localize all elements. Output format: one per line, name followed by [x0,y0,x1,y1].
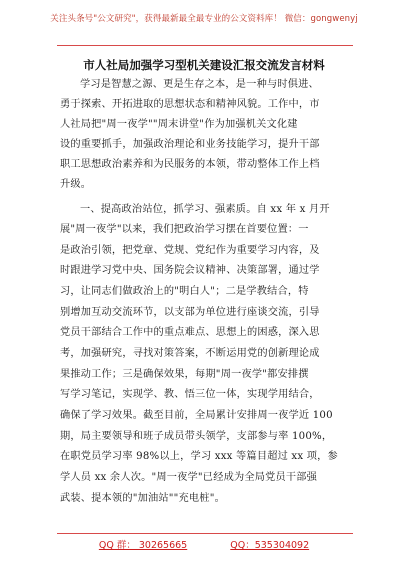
body-line: 在职党员学习率 98%以上，学习 xxx 等篇目超过 xx 项，参 [60,451,338,462]
body-line: 学人员 xx 余人次。"周一夜学"已经成为全局党员干部强 [60,472,318,483]
body-line: 别增加互动交流环节，以支部为单位进行座谈交流，引导 [60,307,320,318]
body-line: 展"周一夜学"以来，我们把政治学习摆在首要位置：一 [60,224,309,235]
body-line: 武装、提本领的"加油站""充电桩"。 [60,493,225,504]
body-line: 果推动工作；三是确保效果，每期"周一夜学"都安排撰 [60,369,309,380]
qq-contact-link[interactable]: QQ：535304092 [230,540,310,551]
qq-group-link[interactable]: QQ 群： 30265665 [98,540,188,551]
header-divider [57,45,353,46]
body-line: 确保了学习效果。截至目前，全局累计安排周一夜学近 100 [60,410,333,421]
footer [0,537,408,551]
body-line: 期，局主要领导和班子成员带头领学，支部参与率 100%， [60,431,333,442]
footer-divider [57,533,353,534]
body-line: 一、提高政治站位，抓学习、强素质。自 xx 年 x 月开 [80,204,330,215]
body-line: 是政治引领，把党章、党规、党纪作为重要学习内容，及 [60,245,320,256]
body-line: 勇于探索、开拓进取的思想状态和精神风貌。工作中，市 [60,99,320,110]
body-line: 设的重要抓手，加强政治理论和业务技能学习，提升干部 [60,139,320,150]
body-line: 人社局把"周一夜学""周末讲堂"作为加强机关文化建 [60,119,298,130]
body-line: 写学习笔记，实现学、教、悟三位一体，实现学用结合， [60,389,320,400]
document-title: 市人社局加强学习型机关建设汇报交流发言材料 [83,58,325,72]
body-line: 习，让同志们做政治上的"明白人"；二是学教结合，特 [60,286,309,297]
top-banner: 关注头条号"公文研究"，获得最新最全最专业的公文资料库！ 微信：gongwenyj [50,14,358,24]
body-line: 考，加强研究，寻找对策答案，不断运用党的创新理论成 [60,348,320,359]
body-line: 党员干部结合工作中的重点难点、思想上的困惑，深入思 [60,327,320,338]
body-line: 时跟进学习党中央、国务院会议精神、决策部署，通过学 [60,265,320,276]
body-line: 升级。 [60,179,92,190]
body-line: 学习是智慧之源、更是生存之本，是一种与时俱进、 [80,79,319,90]
body-line: 职工思想政治素养和为民服务的本领，带动整体工作上档 [60,159,320,170]
